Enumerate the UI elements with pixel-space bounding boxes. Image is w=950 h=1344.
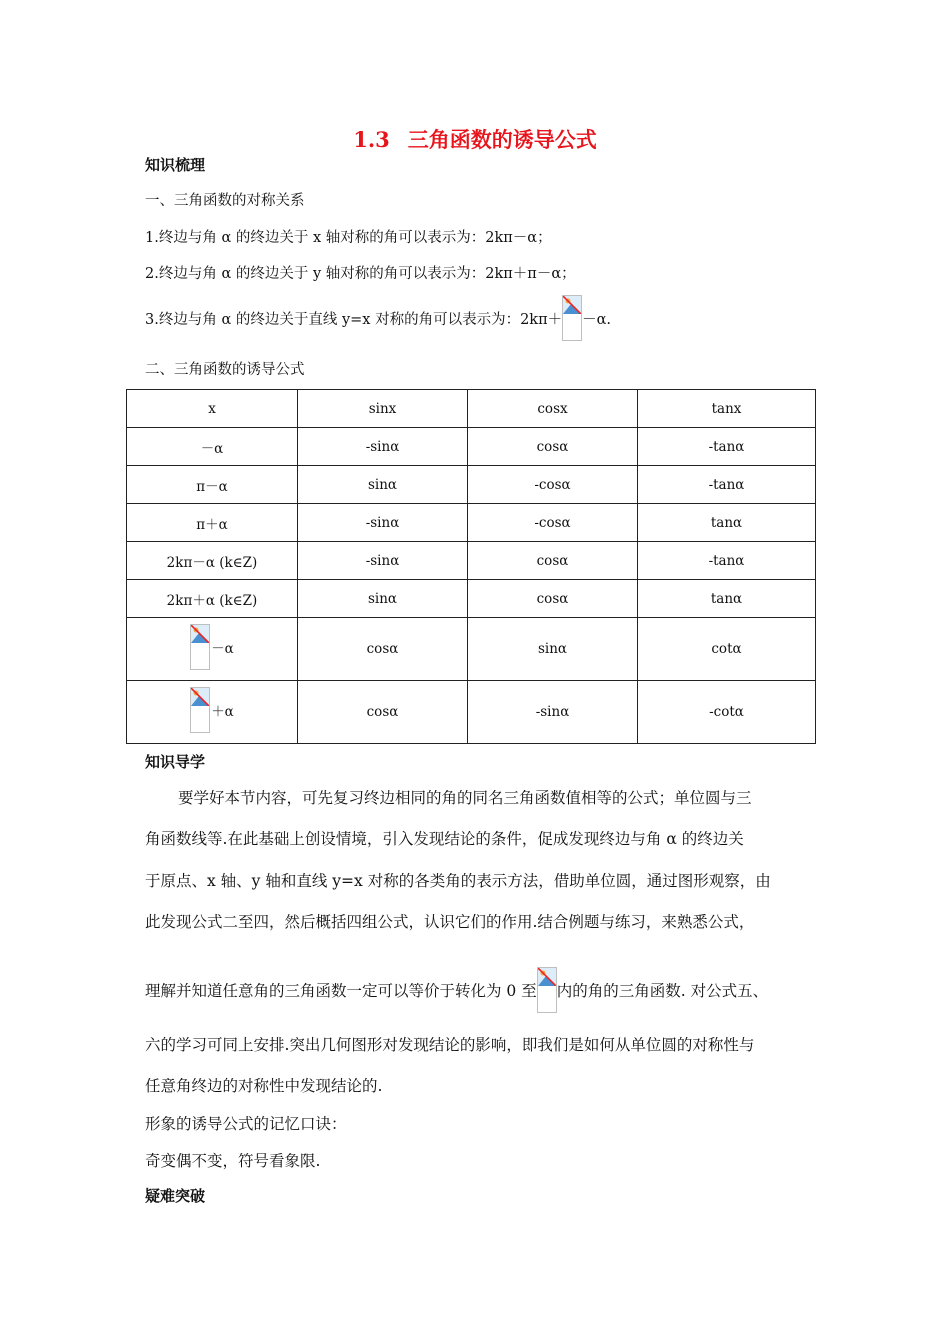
table-cell: -cosα <box>468 504 638 542</box>
list-item-x-axis: 1.终边与角 α 的终边关于 x 轴对称的角可以表示为：2kπ－α； <box>145 230 552 246</box>
subheading-formulas: 二、三角函数的诱导公式 <box>145 362 305 378</box>
formula-table <box>126 389 816 744</box>
table-cell: －α <box>127 428 298 466</box>
table-cell: -sinα <box>298 542 468 580</box>
section-heading-knowledge-review: 知识梳理 <box>145 156 206 174</box>
item3-prefix: 3.终边与角 α 的终边关于直线 y=x 对称的角可以表示为：2kπ＋ <box>145 311 563 328</box>
table-cell: 2kπ＋α (k∈Z) <box>127 580 298 618</box>
table-cell: tanα <box>638 580 816 618</box>
table-cell: cosα <box>468 580 638 618</box>
page-title <box>0 124 950 154</box>
table-row <box>127 428 816 466</box>
table-cell: cosα <box>468 542 638 580</box>
table-row <box>127 681 816 744</box>
section-heading-study-guide: 知识导学 <box>145 753 206 771</box>
table-row <box>127 466 816 504</box>
table-cell: -sinα <box>298 504 468 542</box>
table-cell: cosα <box>468 428 638 466</box>
item3-suffix: －α. <box>582 311 612 328</box>
table-cell: -cosα <box>468 466 638 504</box>
table-header: tanx <box>638 390 816 428</box>
mnemonic-label: 形象的诱导公式的记忆口诀： <box>145 1115 347 1133</box>
table-cell: -cotα <box>638 681 816 744</box>
table-cell: -sinα <box>298 428 468 466</box>
table-header: x <box>127 390 298 428</box>
paragraph-line <box>145 965 768 1015</box>
title-number: 1.3 <box>353 127 390 152</box>
broken-image-icon <box>190 687 210 733</box>
table-cell: -tanα <box>638 542 816 580</box>
mnemonic-text: 奇变偶不变，符号看象限. <box>145 1152 321 1170</box>
paragraph-line: 此发现公式二至四，然后概括四组公式，认识它们的作用.结合例题与练习，来熟悉公式， <box>145 913 755 931</box>
table-cell: cosα <box>298 681 468 744</box>
line5-prefix: 理解并知道任意角的三角函数一定可以等价于转化为 0 至 <box>145 982 537 1000</box>
table-row <box>127 618 816 681</box>
paragraph-line: 六的学习可同上安排.突出几何图形对发现结论的影响，即我们是如何从单位圆的对称性与 <box>145 1036 755 1054</box>
title-text: 三角函数的诱导公式 <box>407 128 597 152</box>
subheading-symmetry: 一、三角函数的对称关系 <box>145 193 305 209</box>
table-cell: cosα <box>298 618 468 681</box>
table-cell: -sinα <box>468 681 638 744</box>
table-cell: sinα <box>468 618 638 681</box>
broken-image-icon <box>562 295 582 341</box>
table-row <box>127 580 816 618</box>
table-header-row <box>127 390 816 428</box>
section-heading-difficulties: 疑难突破 <box>145 1187 206 1205</box>
table-cell-text: ＋α <box>211 704 234 720</box>
table-cell: tanα <box>638 504 816 542</box>
table-cell: π＋α <box>127 504 298 542</box>
line5-suffix: 内的角的三角函数. 对公式五、 <box>556 982 769 1000</box>
table-cell: sinα <box>298 580 468 618</box>
table-header: sinx <box>298 390 468 428</box>
table-cell-text: －α <box>211 641 234 657</box>
table-cell: cotα <box>638 618 816 681</box>
list-item-y-axis: 2.终边与角 α 的终边关于 y 轴对称的角可以表示为：2kπ＋π－α； <box>145 266 576 282</box>
table-cell <box>127 681 298 744</box>
paragraph-line: 任意角终边的对称性中发现结论的. <box>145 1077 383 1095</box>
table-row <box>127 542 816 580</box>
table-row <box>127 504 816 542</box>
table-cell <box>127 618 298 681</box>
broken-image-icon <box>537 967 557 1013</box>
list-item-line-yx <box>145 294 611 342</box>
table-header: cosx <box>468 390 638 428</box>
table-cell: -tanα <box>638 428 816 466</box>
paragraph-line: 角函数线等.在此基础上创设情境，引入发现结论的条件，促成发现终边与角 α 的终边关 <box>145 830 744 848</box>
table-cell: sinα <box>298 466 468 504</box>
table-cell: -tanα <box>638 466 816 504</box>
paragraph-line: 于原点、x 轴、y 轴和直线 y=x 对称的各类角的表示方法，借助单位圆，通过图形观察，由 <box>145 872 771 890</box>
broken-image-icon <box>190 624 210 670</box>
table-cell: π－α <box>127 466 298 504</box>
paragraph-line: 要学好本节内容，可先复习终边相同的角的同名三角函数值相等的公式；单位圆与三 <box>178 789 752 807</box>
table-cell: 2kπ－α (k∈Z) <box>127 542 298 580</box>
